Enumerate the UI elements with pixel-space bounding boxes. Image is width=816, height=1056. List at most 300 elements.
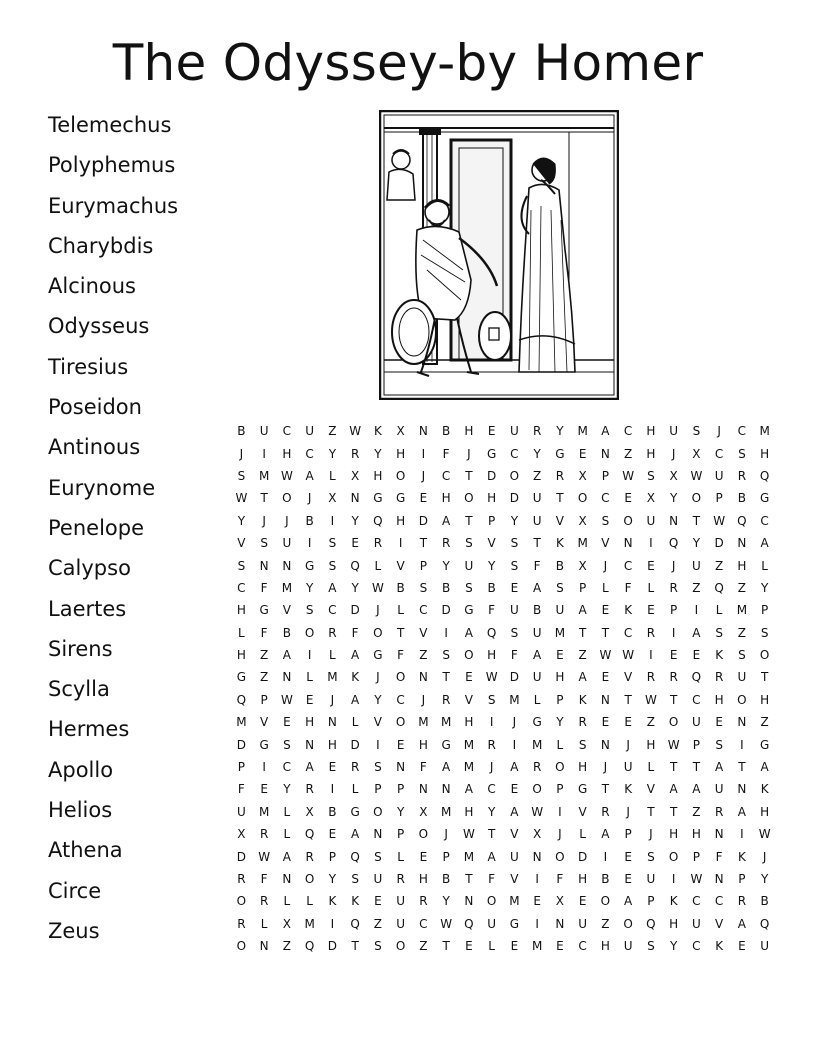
grid-letter: Y xyxy=(305,580,314,595)
grid-letter: F xyxy=(260,872,268,886)
grid-letter: B xyxy=(328,804,337,819)
grid-letter: A xyxy=(533,648,542,663)
grid-letter: G xyxy=(577,782,588,797)
grid-letter: H xyxy=(396,446,406,461)
grid-letter: F xyxy=(442,446,450,461)
grid-letter: E xyxy=(578,446,587,461)
grid-letter: U xyxy=(691,558,701,573)
grid-row xyxy=(230,554,776,576)
grid-letter: Y xyxy=(396,804,405,819)
grid-letter: W xyxy=(622,648,635,663)
letter-grid xyxy=(230,420,776,957)
word-list-item: Alcinous xyxy=(48,274,136,299)
grid-letter: Y xyxy=(510,513,519,528)
grid-letter: R xyxy=(555,468,565,483)
grid-letter: P xyxy=(647,894,655,909)
grid-letter: E xyxy=(533,894,541,909)
grid-letter: L xyxy=(260,916,268,931)
grid-letter: L xyxy=(488,939,495,954)
grid-letter: A xyxy=(578,670,587,685)
grid-letter: I xyxy=(535,916,539,931)
grid-letter: R xyxy=(259,827,269,842)
grid-letter: B xyxy=(760,894,769,909)
grid-letter: X xyxy=(692,446,701,461)
grid-letter: I xyxy=(398,536,403,551)
grid-letter: J xyxy=(239,446,244,461)
grid-letter: L xyxy=(397,603,404,618)
grid-letter: T xyxy=(465,468,473,483)
grid-letter: A xyxy=(578,603,587,618)
grid-letter: S xyxy=(760,625,769,640)
grid-row xyxy=(230,622,776,644)
grid-row xyxy=(230,420,776,442)
grid-letter: J xyxy=(671,558,676,573)
grid-letter: B xyxy=(442,580,451,595)
grid-letter: E xyxy=(396,737,405,752)
grid-letter: J xyxy=(626,737,630,752)
grid-letter: C xyxy=(692,939,701,954)
grid-letter: S xyxy=(237,468,246,483)
grid-letter: H xyxy=(441,491,451,506)
grid-letter: T xyxy=(260,491,268,506)
grid-letter: S xyxy=(260,536,268,551)
grid-letter: R xyxy=(305,782,314,797)
grid-letter: A xyxy=(533,580,542,595)
grid-letter: E xyxy=(624,491,632,506)
grid-letter: S xyxy=(647,939,655,954)
grid-letter: A xyxy=(351,692,360,707)
grid-letter: J xyxy=(262,513,266,528)
grid-letter: F xyxy=(488,603,496,618)
grid-letter: W xyxy=(599,648,612,663)
grid-letter: Y xyxy=(487,804,496,819)
grid-letter: E xyxy=(328,827,337,842)
grid-letter: O xyxy=(373,625,383,640)
grid-letter: U xyxy=(373,872,383,886)
grid-row xyxy=(230,801,776,823)
grid-letter: J xyxy=(512,715,517,730)
grid-letter: T xyxy=(487,827,496,842)
grid-letter: N xyxy=(600,737,610,752)
grid-letter: O xyxy=(509,468,520,483)
grid-letter: E xyxy=(374,894,382,909)
grid-letter: O xyxy=(486,894,497,909)
grid-letter: K xyxy=(715,648,724,663)
grid-letter: B xyxy=(737,491,746,506)
word-list-item: Calypso xyxy=(48,556,131,581)
grid-letter: K xyxy=(328,894,337,909)
grid-letter: P xyxy=(488,513,496,528)
grid-letter: G xyxy=(532,715,542,730)
grid-letter: Z xyxy=(419,648,428,663)
grid-letter: F xyxy=(510,648,518,663)
grid-letter: I xyxy=(671,625,676,640)
grid-letter: R xyxy=(737,468,747,483)
grid-letter: G xyxy=(509,916,520,931)
grid-letter: W xyxy=(440,916,453,931)
grid-letter: O xyxy=(373,804,383,819)
grid-letter: U xyxy=(396,916,406,931)
grid-letter: Q xyxy=(486,625,497,640)
grid-row xyxy=(230,487,776,509)
grid-letter: S xyxy=(715,737,723,752)
grid-letter: A xyxy=(328,580,337,595)
grid-letter: Z xyxy=(260,648,269,663)
grid-letter: J xyxy=(671,446,676,461)
grid-letter: E xyxy=(510,580,519,595)
grid-letter: H xyxy=(327,737,337,752)
grid-letter: S xyxy=(510,625,519,640)
grid-letter: K xyxy=(351,894,360,909)
grid-letter: Q xyxy=(236,692,247,707)
grid-letter: C xyxy=(282,424,292,439)
grid-letter: C xyxy=(692,692,701,707)
word-list-item: Telemechus xyxy=(48,113,172,137)
grid-letter: U xyxy=(623,939,633,954)
grid-letter: A xyxy=(601,424,610,439)
grid-letter: I xyxy=(694,603,699,618)
grid-letter: I xyxy=(330,513,335,528)
grid-letter: U xyxy=(623,760,633,775)
grid-letter: O xyxy=(236,939,247,954)
grid-letter: Z xyxy=(328,424,337,439)
grid-letter: N xyxy=(259,939,269,954)
grid-letter: U xyxy=(509,424,519,439)
grid-row xyxy=(230,733,776,755)
grid-letter: A xyxy=(692,782,701,797)
grid-letter: L xyxy=(283,894,291,909)
grid-letter: J xyxy=(626,804,630,819)
grid-letter: Y xyxy=(556,424,564,439)
grid-letter: P xyxy=(670,603,678,618)
grid-letter: Q xyxy=(759,468,770,483)
grid-letter: A xyxy=(760,536,769,551)
grid-letter: N xyxy=(327,715,337,730)
word-list-item: Penelope xyxy=(48,515,144,540)
grid-letter: Y xyxy=(283,782,291,797)
grid-letter: A xyxy=(715,760,724,775)
grid-letter: C xyxy=(623,558,633,573)
grid-letter: K xyxy=(669,894,678,909)
grid-letter: K xyxy=(715,939,724,954)
grid-letter: S xyxy=(578,737,587,752)
grid-letter: H xyxy=(305,715,315,730)
grid-letter: V xyxy=(578,804,587,819)
grid-letter: V xyxy=(282,603,291,618)
grid-letter: R xyxy=(646,670,656,685)
grid-letter: L xyxy=(761,558,768,573)
grid-letter: K xyxy=(624,603,633,618)
grid-letter: G xyxy=(486,446,497,461)
grid-letter: K xyxy=(351,670,360,685)
word-list-item: Hermes xyxy=(48,717,130,742)
page-title: The Odyssey-by Homer xyxy=(112,34,704,92)
grid-letter: C xyxy=(487,782,496,797)
grid-letter: E xyxy=(556,939,564,954)
grid-letter: A xyxy=(282,648,291,663)
grid-letter: M xyxy=(236,715,247,730)
grid-letter: N xyxy=(350,491,360,506)
grid-letter: C xyxy=(714,894,724,909)
grid-letter: K xyxy=(737,849,746,864)
word-list-item: Helios xyxy=(48,798,113,823)
grid-letter: A xyxy=(601,827,610,842)
grid-letter: E xyxy=(601,715,610,730)
grid-letter: S xyxy=(328,558,337,573)
grid-letter: N xyxy=(714,872,724,886)
grid-letter: Y xyxy=(374,446,382,461)
grid-letter: O xyxy=(623,513,633,528)
grid-letter: Q xyxy=(464,916,474,931)
grid-letter: F xyxy=(715,849,723,864)
grid-letter: W xyxy=(690,468,703,483)
grid-letter: W xyxy=(667,737,680,752)
grid-letter: R xyxy=(441,536,451,551)
grid-letter: R xyxy=(350,760,360,775)
grid-letter: J xyxy=(603,558,608,573)
grid-letter: U xyxy=(532,625,542,640)
grid-letter: P xyxy=(715,491,723,506)
grid-letter: D xyxy=(350,603,360,618)
grid-letter: I xyxy=(444,625,448,640)
grid-letter: R xyxy=(373,536,383,551)
grid-letter: A xyxy=(351,827,360,842)
grid-letter: D xyxy=(714,536,724,551)
grid-letter: Q xyxy=(646,916,656,931)
grid-letter: U xyxy=(487,916,497,931)
grid-letter: D xyxy=(418,513,428,528)
grid-letter: U xyxy=(760,939,770,954)
grid-letter: G xyxy=(373,491,383,506)
grid-row xyxy=(230,823,776,845)
grid-letter: R xyxy=(578,715,587,730)
grid-letter: M xyxy=(736,603,748,618)
grid-letter: N xyxy=(623,536,633,551)
grid-letter: B xyxy=(442,872,451,886)
grid-letter: E xyxy=(556,648,564,663)
grid-letter: U xyxy=(282,536,292,551)
grid-letter: T xyxy=(669,804,678,819)
grid-letter: D xyxy=(441,603,451,618)
grid-letter: S xyxy=(647,468,655,483)
grid-letter: E xyxy=(715,715,723,730)
grid-letter: P xyxy=(374,782,382,797)
grid-letter: L xyxy=(579,827,586,842)
grid-letter: O xyxy=(668,849,679,864)
grid-letter: J xyxy=(467,446,471,461)
grid-letter: A xyxy=(464,782,473,797)
grid-letter: A xyxy=(442,760,451,775)
grid-letter: D xyxy=(487,468,497,483)
grid-letter: F xyxy=(260,625,268,640)
grid-letter: J xyxy=(717,424,721,439)
grid-letter: V xyxy=(419,625,428,640)
grid-letter: H xyxy=(418,737,428,752)
grid-letter: T xyxy=(692,513,701,528)
grid-row xyxy=(230,510,776,532)
grid-letter: O xyxy=(282,491,292,506)
grid-letter: H xyxy=(578,872,588,886)
grid-letter: E xyxy=(419,491,428,506)
word-list-item: Athena xyxy=(48,838,123,863)
grid-letter: A xyxy=(487,849,496,864)
grid-letter: J xyxy=(307,491,312,506)
grid-letter: L xyxy=(647,580,655,595)
grid-letter: J xyxy=(649,827,653,842)
grid-letter: C xyxy=(328,603,337,618)
grid-letter: W xyxy=(690,872,703,886)
grid-letter: T xyxy=(556,491,564,506)
grid-row xyxy=(230,935,776,957)
word-list-item: Odysseus xyxy=(48,314,150,339)
grid-letter: O xyxy=(600,894,611,909)
grid-letter: N xyxy=(669,513,679,528)
grid-letter: H xyxy=(669,916,679,931)
grid-row xyxy=(230,890,776,912)
grid-letter: T xyxy=(624,692,632,707)
grid-letter: U xyxy=(532,513,542,528)
grid-letter: S xyxy=(305,603,314,618)
grid-letter: S xyxy=(374,849,382,864)
grid-letter: G xyxy=(259,737,269,752)
grid-letter: R xyxy=(714,804,724,819)
grid-letter: M xyxy=(531,939,543,954)
grid-letter: T xyxy=(396,625,405,640)
grid-letter: R xyxy=(305,849,314,864)
grid-letter: C xyxy=(623,625,633,640)
grid-letter: S xyxy=(510,536,519,551)
grid-letter: X xyxy=(578,513,587,528)
grid-letter: A xyxy=(305,760,314,775)
grid-letter: Y xyxy=(533,446,541,461)
grid-letter: U xyxy=(532,491,542,506)
grid-letter: S xyxy=(374,939,382,954)
grid-letter: O xyxy=(464,491,474,506)
grid-letter: Z xyxy=(737,625,746,640)
grid-letter: N xyxy=(418,670,428,685)
grid-letter: X xyxy=(646,491,655,506)
grid-letter: E xyxy=(624,849,632,864)
grid-letter: O xyxy=(623,916,633,931)
grid-letter: I xyxy=(649,648,653,663)
grid-letter: O xyxy=(418,827,429,842)
grid-letter: I xyxy=(330,782,335,797)
grid-letter: R xyxy=(237,916,246,931)
word-list-item: Apollo xyxy=(48,757,114,782)
grid-letter: I xyxy=(330,916,335,931)
grid-letter: L xyxy=(306,670,313,685)
grid-letter: M xyxy=(463,737,475,752)
grid-letter: E xyxy=(305,692,314,707)
grid-letter: A xyxy=(737,916,746,931)
grid-letter: G xyxy=(350,804,360,819)
grid-letter: O xyxy=(691,491,702,506)
grid-letter: X xyxy=(533,827,542,842)
grid-row xyxy=(230,599,776,621)
grid-letter: Q xyxy=(350,916,360,931)
grid-letter: Y xyxy=(328,446,337,461)
grid-letter: Q xyxy=(350,849,360,864)
grid-letter: U xyxy=(509,849,519,864)
grid-letter: S xyxy=(419,580,428,595)
grid-letter: I xyxy=(262,760,266,775)
grid-letter: M xyxy=(327,670,338,685)
grid-letter: X xyxy=(396,424,405,439)
word-list-item: Circe xyxy=(48,878,102,903)
word-list-item: Tiresius xyxy=(48,354,129,379)
grid-letter: R xyxy=(532,760,542,775)
grid-letter: W xyxy=(235,491,248,506)
grid-letter: P xyxy=(397,827,405,842)
grid-letter: V xyxy=(487,536,496,551)
grid-letter: P xyxy=(419,558,427,573)
grid-letter: Q xyxy=(759,916,770,931)
grid-letter: G xyxy=(759,737,770,752)
word-list-item: Poseidon xyxy=(48,395,142,420)
grid-letter: D xyxy=(236,849,246,864)
grid-letter: P xyxy=(260,692,268,707)
grid-letter: I xyxy=(535,872,539,886)
grid-row xyxy=(230,442,776,464)
grid-letter: R xyxy=(669,670,678,685)
grid-letter: A xyxy=(282,849,291,864)
grid-letter: U xyxy=(509,603,519,618)
grid-letter: N xyxy=(532,849,542,864)
grid-letter: M xyxy=(304,916,315,931)
grid-letter: L xyxy=(602,580,609,595)
grid-letter: D xyxy=(236,737,246,752)
grid-letter: S xyxy=(237,558,246,573)
grid-letter: L xyxy=(283,804,291,819)
grid-letter: C xyxy=(419,916,428,931)
grid-letter: U xyxy=(646,872,656,886)
grid-letter: Y xyxy=(692,536,701,551)
grid-letter: N xyxy=(259,558,269,573)
grid-row xyxy=(230,756,776,778)
grid-letter: R xyxy=(328,625,337,640)
grid-letter: O xyxy=(236,894,247,909)
grid-letter: S xyxy=(510,558,519,573)
grid-letter: M xyxy=(554,625,566,640)
grid-letter: I xyxy=(740,827,744,842)
grid-letter: A xyxy=(510,804,519,819)
grid-letter: M xyxy=(463,849,475,864)
grid-letter: C xyxy=(441,468,451,483)
grid-letter: Y xyxy=(669,939,678,954)
grid-letter: R xyxy=(259,894,269,909)
grid-letter: I xyxy=(489,715,494,730)
grid-letter: N xyxy=(282,872,292,886)
grid-letter: T xyxy=(669,760,678,775)
grid-letter: T xyxy=(533,536,541,551)
grid-letter: T xyxy=(419,536,428,551)
grid-letter: B xyxy=(555,558,564,573)
grid-letter: N xyxy=(555,916,565,931)
grid-letter: I xyxy=(421,446,426,461)
grid-letter: Q xyxy=(668,536,679,551)
grid-letter: K xyxy=(578,692,587,707)
grid-letter: V xyxy=(646,782,655,797)
grid-letter: Z xyxy=(419,939,428,954)
grid-letter: J xyxy=(376,603,380,618)
grid-letter: H xyxy=(646,737,656,752)
grid-letter: X xyxy=(282,916,291,931)
grid-letter: H xyxy=(464,424,474,439)
grid-row xyxy=(230,868,776,890)
grid-row xyxy=(230,465,776,487)
grid-letter: H xyxy=(236,648,246,663)
grid-letter: I xyxy=(740,737,744,752)
